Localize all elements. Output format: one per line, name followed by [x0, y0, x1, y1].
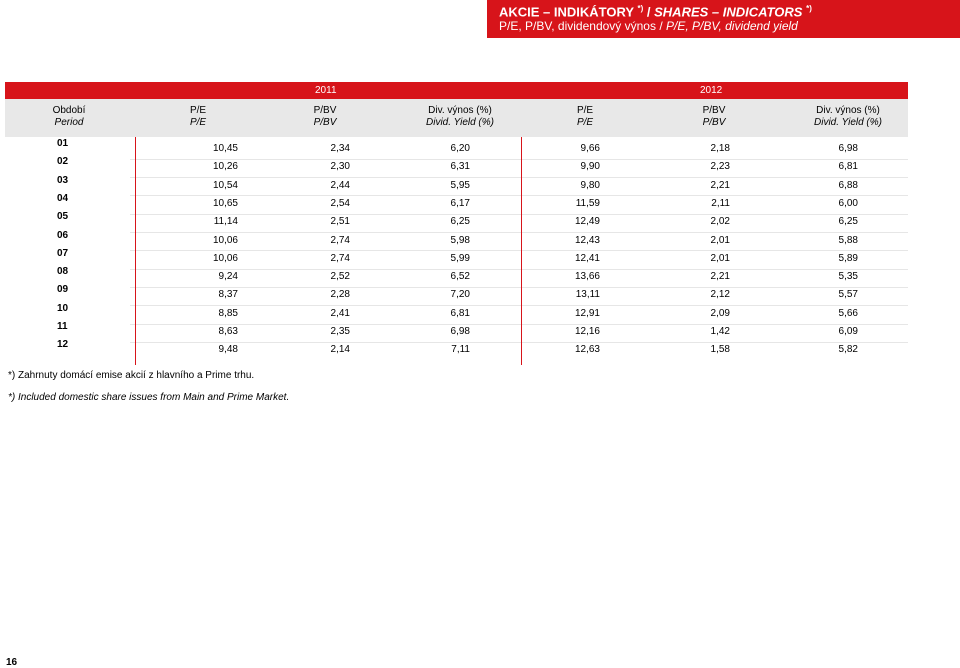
table-cell: 12,43 [574, 234, 600, 246]
page-number: 16 [6, 657, 18, 668]
table-cell: 6,31 [450, 161, 470, 173]
table-cell: 2,12 [710, 289, 730, 301]
table-cell: 2,02 [710, 216, 730, 228]
footnote-cz: *) Zahrnuty domácí emise akcií z hlavního a Prime trhu. [8, 370, 255, 381]
table-cell: 9,90 [580, 161, 600, 173]
table-cell: 6,09 [838, 326, 858, 337]
table-cell: 2,74 [330, 252, 350, 264]
header-yield-2012: Div. výnos (%) Divid. Yield (%) [814, 105, 882, 128]
table-row [5, 284, 908, 305]
table-cell: 1,42 [710, 326, 730, 337]
table-cell: 2,41 [330, 307, 350, 319]
table-cell: 2,21 [710, 179, 730, 191]
table-cell: 1,58 [710, 344, 730, 356]
row-period: 02 [57, 156, 69, 168]
table-cell: 11,59 [575, 197, 600, 209]
row-period: 09 [57, 284, 69, 296]
row-period: 03 [57, 174, 69, 186]
table-cell: 6,25 [838, 216, 858, 228]
table-cell: 8,85 [218, 307, 238, 319]
table-row [5, 302, 908, 324]
table-cell: 6,17 [450, 197, 470, 209]
row-period: 08 [57, 266, 69, 278]
table-cell: 5,35 [838, 271, 858, 283]
table-cell: 10,06 [212, 234, 238, 246]
header-period: Období Period [52, 105, 86, 128]
header-pe-2012: P/E P/E [576, 105, 594, 128]
row-period: 01 [57, 138, 69, 149]
table-cell: 2,52 [330, 271, 350, 283]
table-cell: 6,98 [450, 326, 470, 337]
table-cell: 13,11 [575, 289, 600, 301]
table-cell: 10,65 [212, 197, 238, 209]
table-cell: 12,16 [574, 326, 600, 337]
footnote-en: *) Included domestic share issues from Main and Prime Market. [8, 392, 290, 403]
table-row [5, 321, 908, 342]
table-cell: 8,63 [218, 326, 238, 337]
table-cell: 9,48 [218, 344, 238, 356]
year-header-bar [5, 82, 908, 99]
table-cell: 12,49 [574, 216, 600, 228]
table-cell: 9,66 [580, 143, 600, 154]
table-cell: 6,81 [450, 307, 470, 319]
table-cell: 13,66 [574, 271, 600, 283]
year-2011-label: 2011 [315, 85, 337, 96]
table-cell: 7,20 [450, 289, 470, 301]
table-cell: 2,28 [330, 289, 350, 301]
page-subtitle: P/E, P/BV, dividendový výnos / P/E, P/BV, dividend yield [499, 19, 798, 33]
table-cell: 2,09 [710, 307, 730, 319]
table-row [5, 174, 908, 196]
table-cell: 5,82 [838, 344, 858, 356]
table-cell: 5,98 [450, 234, 470, 246]
table-cell: 6,20 [450, 143, 470, 154]
table-cell: 2,23 [710, 161, 730, 173]
row-period: 05 [57, 211, 69, 223]
header-pbv-2011: P/BV P/BV [313, 105, 337, 128]
table-cell: 10,54 [212, 179, 238, 191]
table-row [5, 229, 908, 251]
table-cell: 8,37 [218, 289, 238, 301]
header-pbv-2012: P/BV P/BV [702, 105, 726, 128]
table-row [5, 138, 908, 159]
table-cell: 12,41 [574, 252, 600, 264]
table-row [5, 247, 908, 269]
table-row [5, 156, 908, 177]
table-cell: 2,01 [710, 234, 730, 246]
table-cell: 2,11 [711, 197, 730, 209]
row-period: 04 [57, 192, 69, 204]
table-cell: 5,99 [450, 252, 470, 264]
table-cell: 2,44 [330, 179, 350, 191]
table-cell: 7,11 [451, 344, 470, 356]
header-pe-2011: P/E P/E [189, 105, 207, 128]
table-cell: 9,24 [218, 271, 238, 283]
table-cell: 10,45 [212, 143, 238, 154]
table-cell: 12,91 [574, 307, 600, 319]
table-cell: 6,98 [838, 143, 858, 154]
table-cell: 5,66 [838, 307, 858, 319]
table-cell: 2,54 [330, 197, 350, 209]
column-divider [521, 137, 522, 365]
table-cell: 9,80 [580, 179, 600, 191]
table-cell: 6,52 [450, 271, 470, 283]
table-cell: 6,25 [450, 216, 470, 228]
table-cell: 2,51 [330, 216, 350, 228]
table-cell: 2,34 [330, 143, 350, 154]
column-divider [135, 137, 136, 365]
table-cell: 2,74 [330, 234, 350, 246]
table-cell: 2,14 [330, 344, 350, 356]
table-cell: 6,88 [838, 179, 858, 191]
table-row [5, 339, 908, 360]
table-cell: 6,81 [838, 161, 858, 173]
page-title-banner [487, 0, 960, 38]
year-2012-label: 2012 [700, 85, 723, 96]
table-cell: 2,18 [710, 143, 730, 154]
table-cell: 10,26 [212, 161, 238, 173]
header-yield-2011: Div. výnos (%) Divid. Yield (%) [426, 105, 494, 128]
row-period: 10 [57, 302, 69, 314]
table-header [5, 99, 908, 137]
table-row [5, 192, 908, 214]
table-cell: 2,21 [710, 271, 730, 283]
table-cell: 2,30 [330, 161, 350, 173]
table-cell: 2,35 [330, 326, 350, 337]
table-row [5, 211, 908, 232]
row-period: 12 [57, 339, 69, 351]
table-cell: 2,01 [710, 252, 730, 264]
table-cell: 5,57 [838, 289, 858, 301]
table-cell: 10,06 [212, 252, 238, 264]
row-period: 11 [57, 321, 68, 332]
page-title: AKCIE – INDIKÁTORY *) / SHARES – INDICATORS *) [499, 4, 812, 20]
table-cell: 6,00 [838, 197, 858, 209]
table-cell: 5,89 [838, 252, 858, 264]
table-cell: 11,14 [213, 216, 238, 228]
row-period: 07 [57, 247, 69, 259]
row-period: 06 [57, 229, 69, 241]
table-cell: 5,95 [450, 179, 470, 191]
table-row [5, 266, 908, 287]
table-cell: 12,63 [574, 344, 600, 356]
table-cell: 5,88 [838, 234, 858, 246]
